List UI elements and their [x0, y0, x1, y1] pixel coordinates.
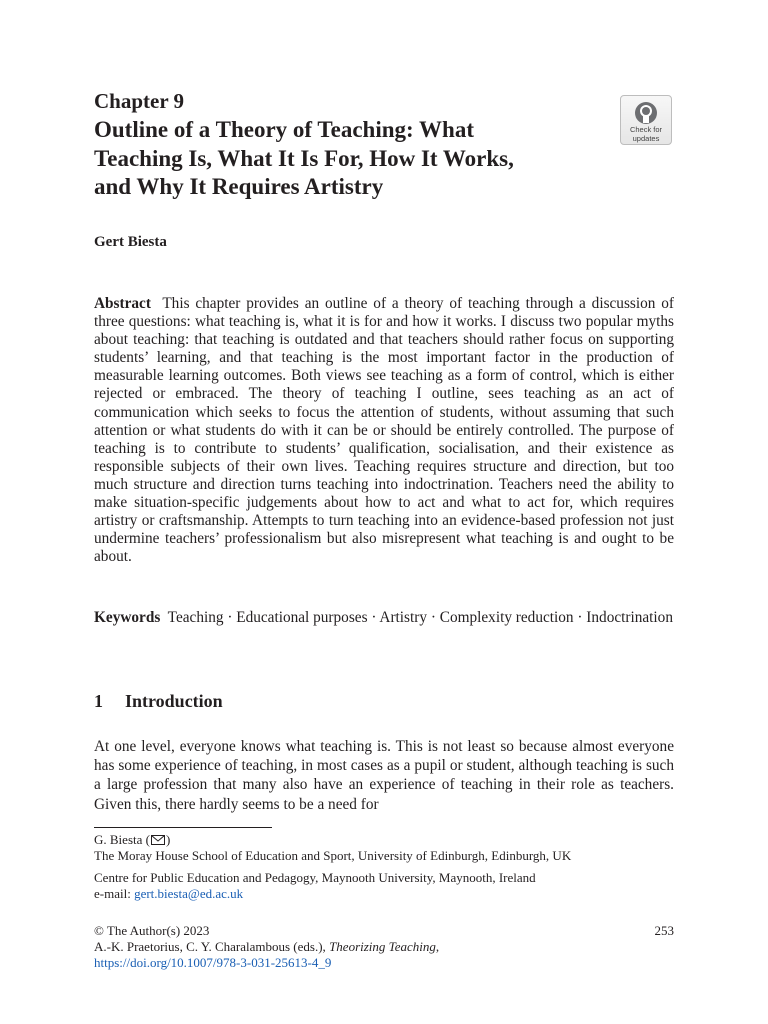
footnote-author: G. Biesta ( — [94, 832, 150, 847]
keywords-text: Teaching · Educational purposes · Artistry · Complexity reduction · Indoctrination — [167, 609, 673, 626]
footnote-divider — [94, 827, 272, 828]
page-number: 253 — [654, 923, 674, 938]
chapter-title-line: Teaching Is, What It Is For, How It Works, — [94, 145, 514, 171]
affiliation-2: Centre for Public Education and Pedagogy, Maynooth University, Maynooth, Ireland — [94, 870, 536, 885]
email-link[interactable]: gert.biesta@ed.ac.uk — [134, 886, 244, 902]
editors-suffix: , — [435, 939, 440, 955]
chapter-label: Chapter 9 — [94, 89, 185, 113]
email-label: e-mail: — [94, 886, 135, 902]
abstract — [94, 295, 674, 566]
intro-paragraph: At one level, everyone knows what teaching is. This is not least so because almost everyone has some experience of teaching, in most cases as a pupil or student, although teaching is such a large profession that many also have an experience of teaching in their role as teachers. Given this, there hardly seems to be a need for — [94, 738, 674, 813]
author-name: Gert Biesta — [94, 234, 167, 250]
check-for-updates-badge[interactable] — [620, 95, 672, 145]
book-title: Theorizing Teaching — [329, 939, 436, 955]
chapter-title — [94, 116, 614, 202]
badge-label: Check for — [629, 125, 663, 134]
chapter-title-line: Outline of a Theory of Teaching: What — [94, 117, 474, 142]
doi-link[interactable]: https://doi.org/10.1007/978-3-031-25613-4_9 — [94, 955, 332, 971]
badge-label: updates — [632, 133, 660, 143]
footnote-author-suffix: ) — [165, 832, 171, 847]
keywords — [94, 609, 674, 627]
crossmark-icon — [634, 101, 658, 125]
editors: A.-K. Praetorius, C. Y. Charalambous (eds.), — [94, 939, 330, 955]
copyright: © The Author(s) 2023 — [94, 923, 210, 938]
affiliation-1: The Moray House School of Education and Sport, University of Edinburgh, Edinburgh, UK — [94, 848, 572, 864]
abstract-text: This chapter provides an outline of a theory of teaching through a discussion of three questions: what teaching is, what it is for and how it works. I discuss two popular myths about teaching: that teaching is outdated and that teachers should rather focus on supporting students’ learning, and that teaching is the most important factor in the production of measurable learning outcomes. Both views see teaching as a form of control, which is either rejected or embraced. The theory of teaching I outline, sees teaching as an act of communication which seeks to focus the attention of students, without assuming that such attention or what students do with it can be or should be entirely controlled. The purpose of teaching is to contribute to students’ qualification, socialisation, and their existence as responsible subjects of their own lives. Teaching requires structure and direction, but too much structure and direction turns teaching into indoctrination. Teachers need the ability to make situation-specific judgements about how to act and what to act for, which requires artistry or craftsmanship. Attempts to turn teaching into an evidence-based profession not just undermine teachers’ professionalism but also misrepresent what teaching is and ought to be about. — [94, 295, 674, 566]
author-affiliation-2 — [94, 870, 674, 902]
paper-page — [94, 88, 674, 971]
chapter-title-line: and Why It Requires Artistry — [94, 174, 384, 199]
section-heading — [94, 691, 223, 712]
section-number: 1 — [94, 691, 103, 711]
abstract-label: Abstract — [94, 295, 151, 312]
imprint — [94, 923, 674, 972]
keywords-label: Keywords — [94, 609, 161, 626]
author-affiliation — [94, 832, 674, 864]
envelope-icon[interactable] — [151, 835, 165, 845]
section-title: Introduction — [125, 691, 223, 711]
